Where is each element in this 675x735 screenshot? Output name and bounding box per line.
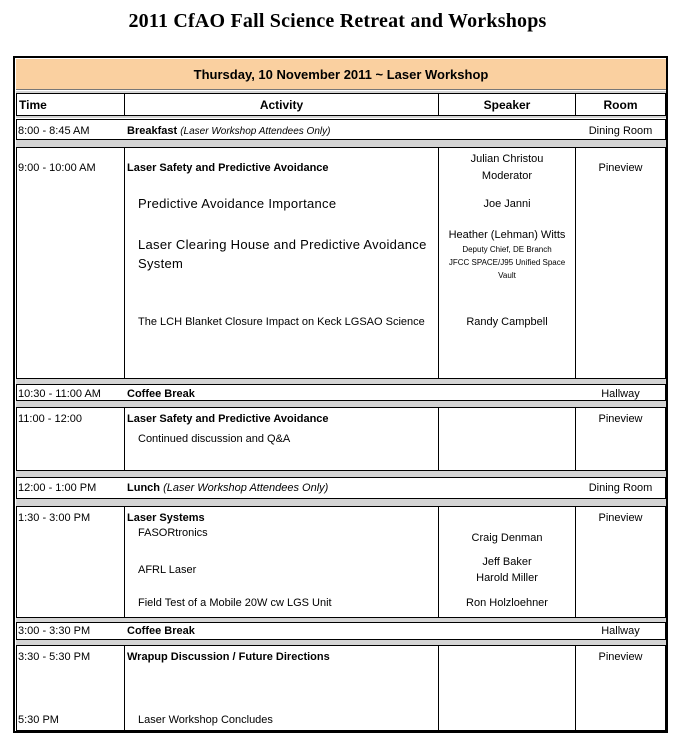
time-cell: 9:00 - 10:00 AM [18,162,96,174]
day-header: Thursday, 10 November 2011 ~ Laser Workshop [16,59,666,90]
activity-title: Coffee Break [127,388,195,400]
end-note: Laser Workshop Concludes [138,714,273,726]
talk-title: The LCH Blanket Closure Impact on Keck LGSAO Science [138,316,425,328]
speaker-affiliation: Vault [498,271,516,280]
time-cell: 3:30 - 5:30 PM [18,651,91,663]
room-cell: Pineview [598,512,643,524]
talk-title: AFRL Laser [138,564,197,576]
table-row [16,384,666,401]
speaker-affiliation: Deputy Chief, DE Branch [462,245,552,254]
activity-title: Breakfast (Laser Workshop Attendees Only) [127,125,331,137]
speaker-name: Julian Christou [470,153,544,165]
column-header-activity: Activity [124,93,439,116]
time-cell: 10:30 - 11:00 AM [18,388,101,400]
time-col-cell [16,147,125,379]
room-cell: Dining Room [588,125,653,137]
room-cell: Dining Room [588,482,653,494]
time-cell: 1:30 - 3:00 PM [18,512,91,524]
speaker-affiliation: JFCC SPACE/J95 Unified Space [448,258,566,267]
speaker-name: Heather (Lehman) Witts [448,229,566,241]
page-title: 2011 CfAO Fall Science Retreat and Workshops [128,10,547,32]
room-cell: Hallway [601,625,640,637]
room-cell: Hallway [601,388,640,400]
table-row [16,477,666,499]
speaker-name: Ron Holzloehner [466,597,548,609]
activity-title: Wrapup Discussion / Future Directions [127,651,330,663]
table-row [16,622,666,640]
activity-title: Laser Systems [127,512,205,524]
activity-note: (Laser Workshop Attendees Only) [180,126,331,137]
speaker-name: Jeff Baker [482,556,532,568]
room-cell: Pineview [598,162,643,174]
row-separator [16,499,666,506]
time-cell: 3:00 - 3:30 PM [18,625,91,637]
room-cell: Pineview [598,651,643,663]
time-cell: 12:00 - 1:00 PM [18,482,97,494]
speaker-name: Harold Miller [476,572,538,584]
room-col-cell [575,147,666,379]
talk-title: System [138,256,184,271]
activity-title: Coffee Break [127,625,195,637]
end-time-cell: 5:30 PM [18,714,59,726]
talk-title: Field Test of a Mobile 20W cw LGS Unit [138,597,332,609]
talk-title: Laser Clearing House and Predictive Avoidance [138,237,427,252]
column-header-speaker: Speaker [438,93,576,116]
talk-title: Predictive Avoidance Importance [138,196,337,211]
time-cell: 11:00 - 12:00 [18,413,83,425]
speaker-name: Randy Campbell [466,316,548,328]
room-cell: Pineview [598,413,643,425]
activity-subtitle: Continued discussion and Q&A [138,433,291,445]
activity-title: Laser Safety and Predictive Avoidance [127,413,329,425]
speaker-name: Craig Denman [471,532,543,544]
time-cell: 8:00 - 8:45 AM [18,125,90,137]
talk-title: FASORtronics [138,527,208,539]
column-header-room: Room [575,93,666,116]
row-separator [16,140,666,147]
table-row [16,119,666,140]
activity-note: (Laser Workshop Attendees Only) [163,482,329,494]
speaker-col-cell [438,407,576,471]
activity-title: Lunch (Laser Workshop Attendees Only) [127,482,329,494]
activity-title: Laser Safety and Predictive Avoidance [127,162,329,174]
speaker-col-cell [438,645,576,731]
column-header-time: Time [16,93,125,116]
speaker-role: Moderator [481,170,533,182]
speaker-name: Joe Janni [483,198,531,210]
